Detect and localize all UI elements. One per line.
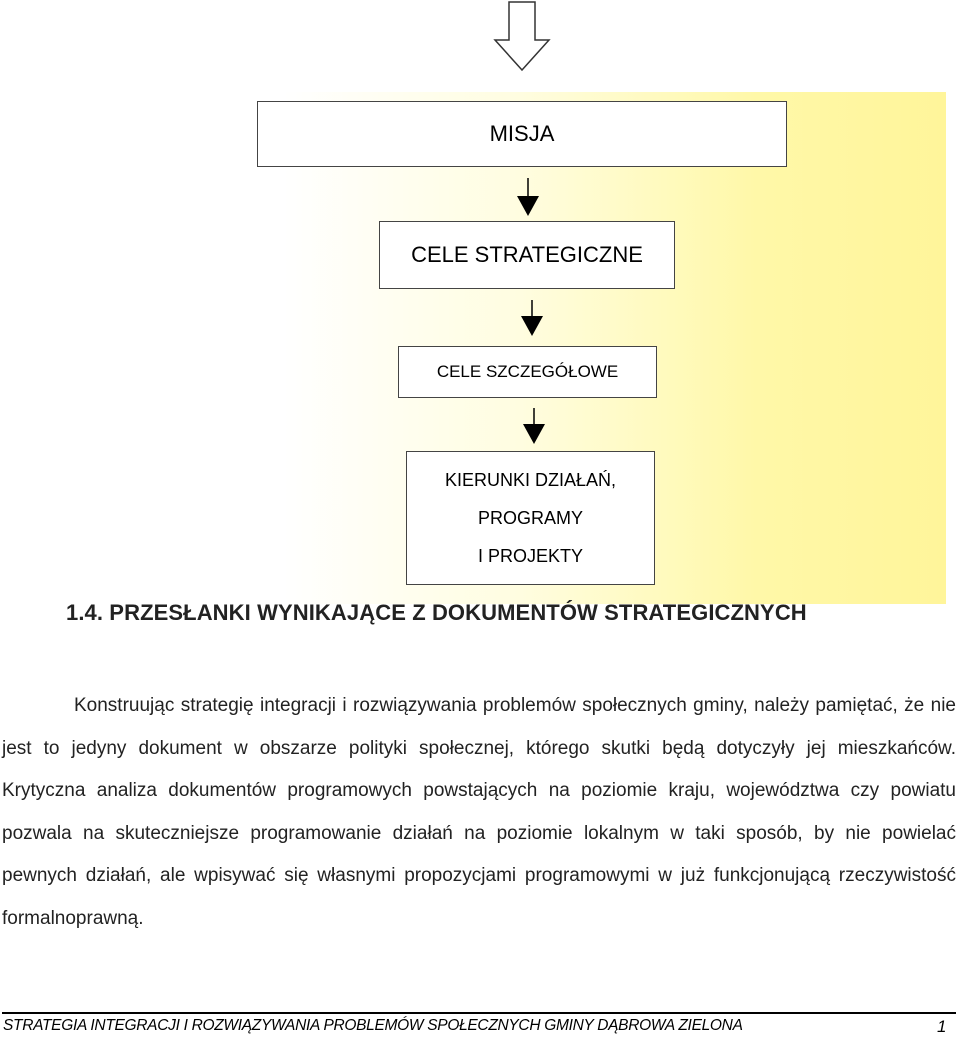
arrow-down-icon <box>521 408 547 448</box>
misja-box <box>257 101 787 167</box>
hollow-down-arrow-icon <box>493 0 551 72</box>
section-heading: 1.4. PRZESŁANKI WYNIKAJĄCE Z DOKUMENTÓW STRATEGICZNYCH <box>66 600 807 625</box>
footer-document-title: STRATEGIA INTEGRACJI I ROZWIĄZYWANIA PROBLEMÓW SPOŁECZNYCH GMINY DĄBROWA ZIELONA <box>3 1017 743 1034</box>
kierunki-box <box>406 451 655 585</box>
cele-szczegolowe-box <box>398 346 657 398</box>
page-number: 1 <box>937 1017 947 1036</box>
kierunki-line-1: KIERUNKI DZIAŁAŃ, <box>444 470 617 490</box>
kierunki-line-3: I PROJEKTY <box>477 546 584 566</box>
misja-label: MISJA <box>489 121 555 146</box>
arrow-down-icon <box>519 300 545 340</box>
cele-strategiczne-label: CELE STRATEGICZNE <box>411 242 643 267</box>
kierunki-line-2: PROGRAMY <box>477 508 583 528</box>
body-paragraph: Konstruując strategię integracji i rozwiązywania problemów społecznych gminy, należy pamiętać, że nie jest to jedyny dokument w obszarze polityki społecznej, którego skutki będą dotyczyły jej mieszkańców. Krytyczna analiza dokumentów programowych powstających na poziomie kraju, województwa czy powiatu pozwala na skuteczniejsze programowanie działań na poziomie lokalnym w taki sposób, by nie powielać pewnych działań, ale wpisywać się własnymi propozycjami programowymi w już funkcjonującą rzeczywistość formalnoprawną. <box>2 695 956 929</box>
arrow-down-icon <box>515 178 541 218</box>
cele-strategiczne-box <box>379 221 675 289</box>
footer-divider <box>2 1012 956 1014</box>
cele-szczegolowe-label: CELE SZCZEGÓŁOWE <box>436 362 619 381</box>
